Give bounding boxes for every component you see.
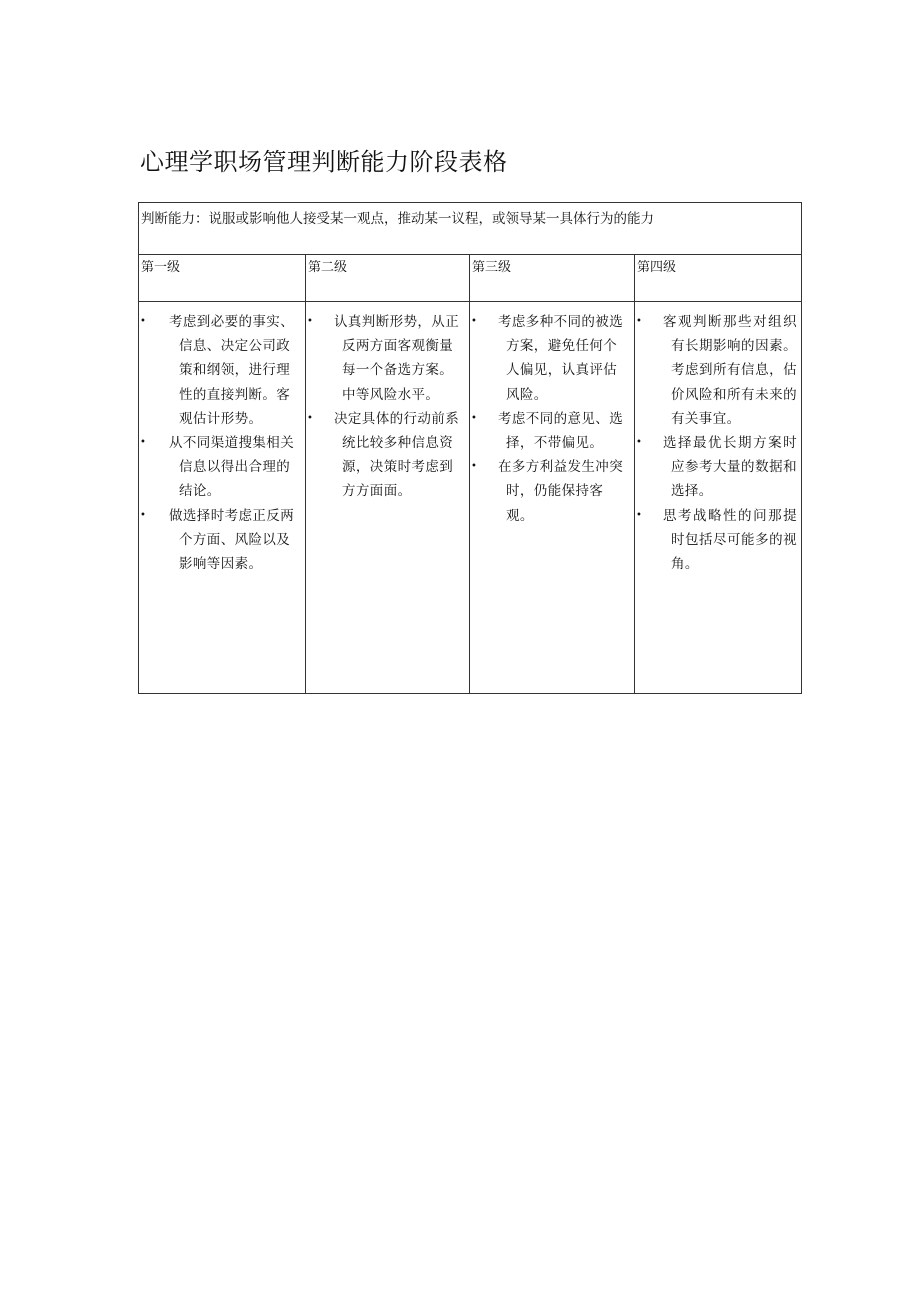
level-column-2	[306, 255, 470, 693]
list-item	[470, 310, 634, 407]
list-item-text: 决定具体的行动前系统比较多种信息资源，决策时考虑到方方面面。	[334, 410, 460, 500]
bullet-icon: •	[636, 509, 643, 521]
bullet-icon: •	[140, 437, 147, 449]
list-item	[470, 455, 634, 528]
level-column-3	[470, 255, 635, 693]
bullet-icon: •	[140, 509, 147, 521]
list-item	[306, 310, 469, 407]
level-column-1	[139, 255, 306, 693]
list-item	[139, 431, 305, 504]
list-item	[139, 504, 305, 577]
list-item-text: 考虑多种不同的被选方案，避免任何个人偏见，认真评估风险。	[498, 314, 624, 403]
list-item	[635, 504, 801, 577]
list-item-text: 考虑到必要的事实、信息、决定公司政策和纲领，进行理性的直接判断。客观估计形势。	[169, 314, 295, 427]
bullet-icon: •	[471, 412, 478, 424]
list-item-text: 认真判断形势，从正反两方面客观衡量每一个备选方案。中等风险水平。	[334, 314, 460, 403]
list-item	[139, 310, 305, 431]
level-items	[635, 302, 801, 576]
list-item-text: 做选择时考虑正反两个方面、风险以及影响等因素。	[169, 507, 295, 573]
list-item	[470, 407, 634, 455]
bullet-icon: •	[636, 437, 643, 449]
judgment-ability-table	[138, 202, 802, 694]
definition-row: 判断能力：说服或影响他人接受某一观点，推动某一议程，或领导某一具体行为的能力	[139, 203, 801, 255]
list-item-text: 思考战略性的问那提时包括尽可能多的视角。	[663, 507, 797, 573]
list-item-text: 从不同渠道搜集相关信息以得出合理的结论。	[169, 435, 295, 500]
level-items	[139, 302, 305, 576]
list-item-text: 选择最优长期方案时应参考大量的数据和选择。	[663, 435, 797, 500]
level-header: 第三级	[470, 255, 634, 302]
level-column-4	[635, 255, 801, 693]
level-header: 第一级	[139, 255, 305, 302]
level-header: 第四级	[635, 255, 801, 302]
bullet-icon: •	[307, 412, 314, 424]
list-item	[635, 431, 801, 504]
list-item-text: 客观判断那些对组织有长期影响的因素。考虑到所有信息，估价风险和所有未来的有关事宜。	[663, 314, 797, 427]
bullet-icon: •	[636, 316, 643, 327]
list-item-text: 考虑不同的意见、选择，不带偏见。	[498, 410, 624, 452]
bullet-icon: •	[307, 316, 314, 327]
level-items	[470, 302, 634, 528]
bullet-icon: •	[140, 316, 147, 327]
bullet-icon: •	[471, 316, 478, 327]
document-title: 心理学职场管理判断能力阶段表格	[140, 148, 508, 176]
list-item	[635, 310, 801, 431]
list-item	[306, 407, 469, 504]
bullet-icon: •	[471, 461, 478, 473]
level-items	[306, 302, 469, 504]
level-header: 第二级	[306, 255, 469, 302]
list-item-text: 在多方利益发生冲突时，仍能保持客观。	[498, 459, 624, 524]
